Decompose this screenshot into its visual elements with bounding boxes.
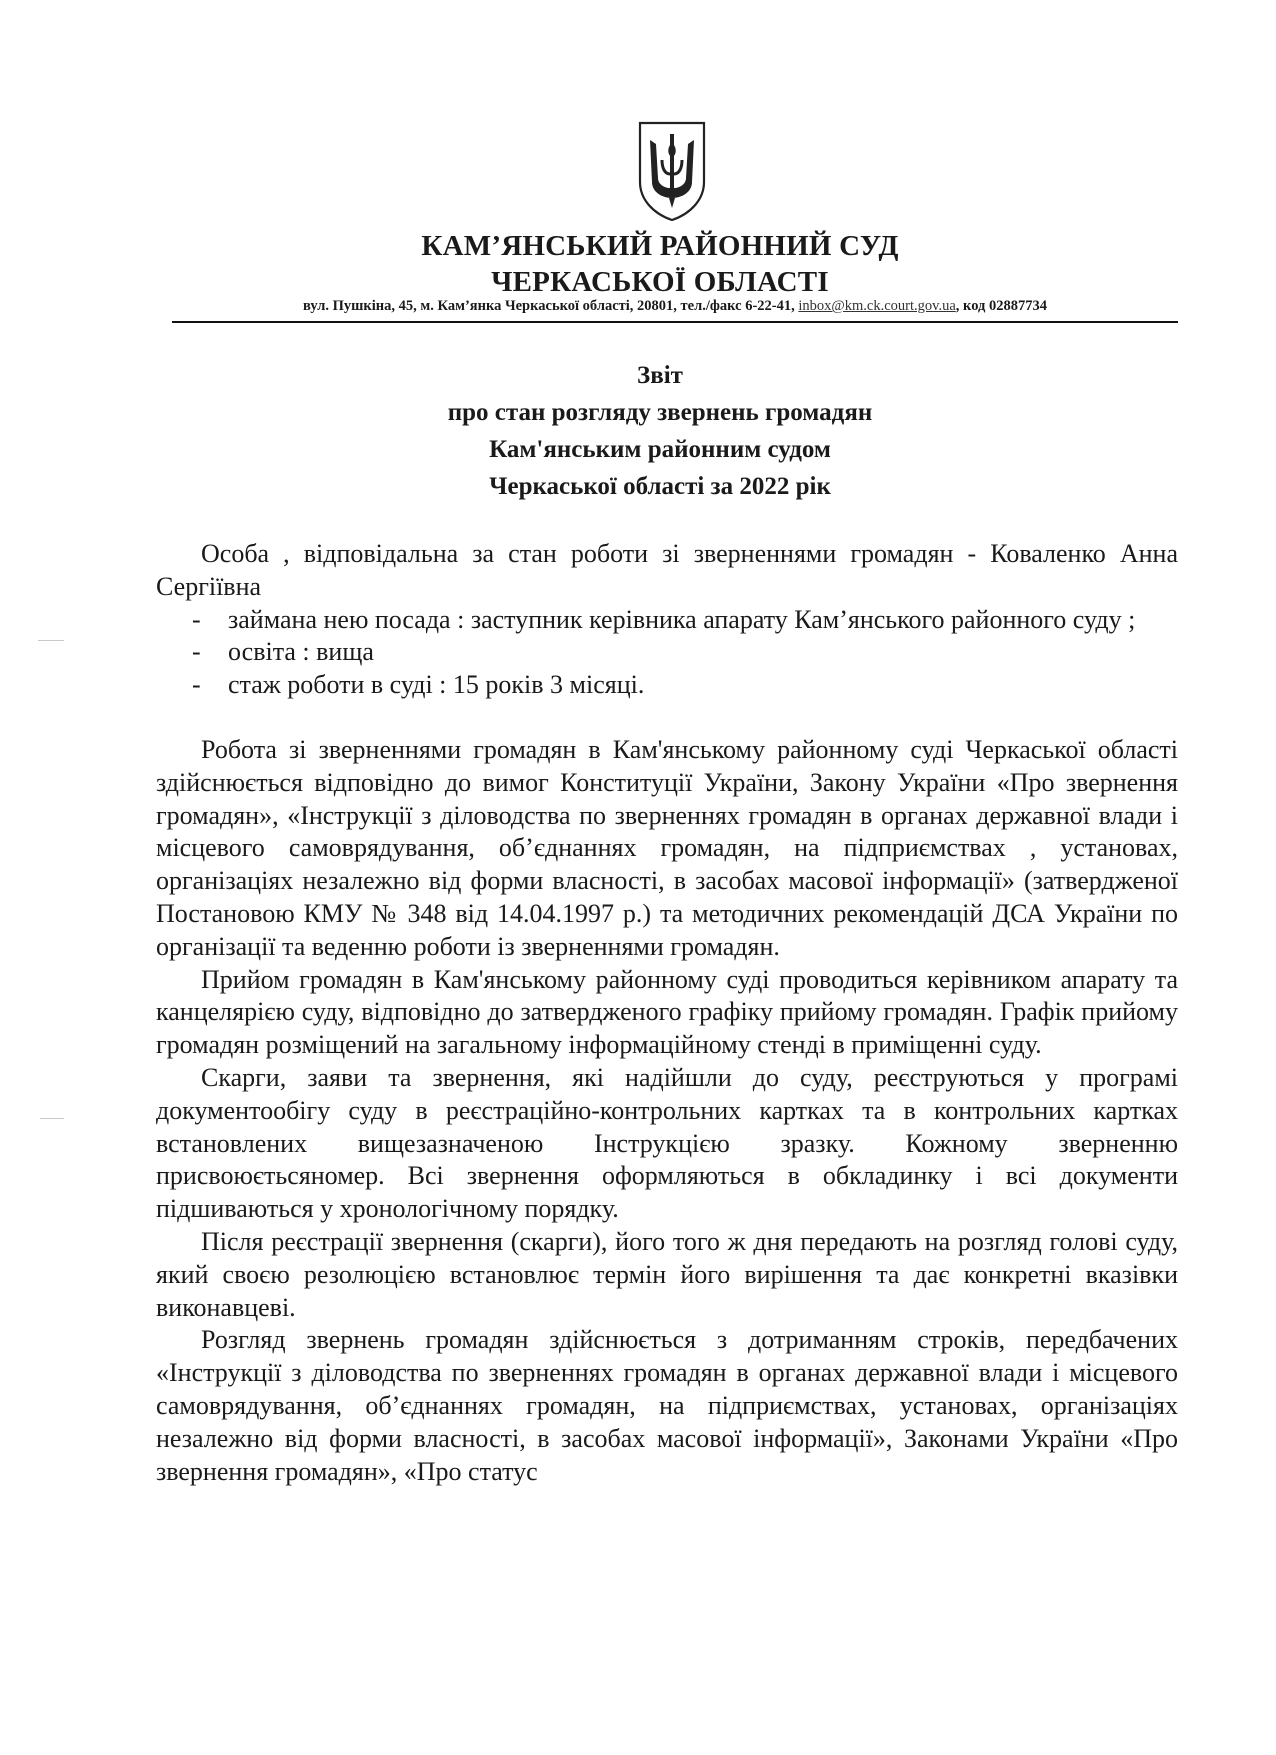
report-title-line1: Звіт [637, 362, 683, 389]
paragraph-registration: Скарги, заяви та звернення, які надійшли до суду, реєструються у програмі документообігу суду в реєстраційно-контрольних картках та в контрольних картках встановлених вищезазначеною Інструкцією зразку. Кожному зверненню присвоюєтьсяномер. Всі звернення оформляються в обкладинку і всі документи підшиваються у хронологічному порядку. [156, 1062, 1178, 1224]
list-marker: - [192, 670, 201, 700]
address-text: вул. Пушкіна, 45, м. Кам’янка Черкаської області, 20801, тел./факс 6-22-41, [303, 298, 799, 314]
trident-emblem-icon [636, 120, 708, 222]
scan-artifact [38, 640, 64, 641]
header-divider [172, 321, 1178, 323]
court-address [172, 298, 1178, 315]
list-marker: - [192, 637, 201, 667]
court-name [300, 228, 1020, 300]
list-item [156, 604, 1178, 637]
email-link[interactable]: inbox@km.ck.court.gov.ua [798, 298, 956, 314]
scan-artifact [40, 1118, 64, 1119]
address-code: , код 02887734 [955, 298, 1047, 314]
list-marker: - [192, 604, 201, 634]
list-item-text: освіта : вища [228, 637, 374, 667]
responsible-person: Особа , відповідальна за стан роботи зі зверненнями громадян - Коваленко Анна Сергіївна [156, 539, 1178, 601]
paragraph-terms: Розгляд звернень громадян здійснюється з дотриманням строків, передбачених «Інструкції з діловодства по зверненнях громадян в органах державної влади і місцевого самоврядування, об’єднаннях громадян, на підприємствах, установах, організаціях незалежно від форми власності, в засобах масової інформації», Законами України «Про звернення громадян», «Про статус [156, 1325, 1178, 1486]
report-title-line2: про стан розгляду звернень громадян [447, 399, 873, 426]
report-body [156, 538, 1178, 1488]
report-title [300, 357, 1020, 505]
paragraph-reception: Прийом громадян в Кам'янському районному суді проводиться керівником апарату та канцелярією суду, відповідно до затвердженого графіку прийому громадян. Графік прийому громадян розміщений на загальному інформаційному стенді в приміщенні суду. [156, 964, 1178, 1060]
report-title-line4: Черкаської області за 2022 рік [489, 473, 831, 500]
person-details-list [156, 604, 1178, 702]
list-item-text: стаж роботи в суді : 15 років 3 місяці. [228, 670, 645, 700]
court-name-line2: ЧЕРКАСЬКОЇ ОБЛАСТІ [491, 266, 829, 298]
court-name-line1: КАМ’ЯНСЬКИЙ РАЙОННИЙ СУД [421, 230, 899, 262]
list-item-text: займана нею посада : заступник керівника апарату Кам’янського районного суду ; [228, 604, 1136, 634]
paragraph-legal-basis: Робота зі зверненнями громадян в Кам'янському районному суді Черкаської області здійснюється відповідно до вимог Конституції України, Закону України «Про звернення громадян», «Інструкції з діловодства по зверненнях громадян в органах державної влади і місцевого самоврядування, об’єднаннях громадян, на підприємствах , установах, організаціях незалежно від форми власності, в засобах масової інформації» (затвердженої Постановою КМУ № 348 від 14.04.1997 р.) та методичних рекомендацій ДСА України по організації та веденню роботи із зверненнями громадян. [156, 734, 1178, 961]
report-title-line3: Кам'янським районним судом [489, 436, 831, 463]
list-item [156, 636, 1178, 669]
list-item [156, 669, 1178, 702]
paragraph-resolution: Після реєстрації звернення (скарги), його того ж дня передають на розгляд голові суду, який своєю резолюцією встановлює термін його вирішення та дає конкретні вказівки виконавцеві. [156, 1226, 1178, 1322]
